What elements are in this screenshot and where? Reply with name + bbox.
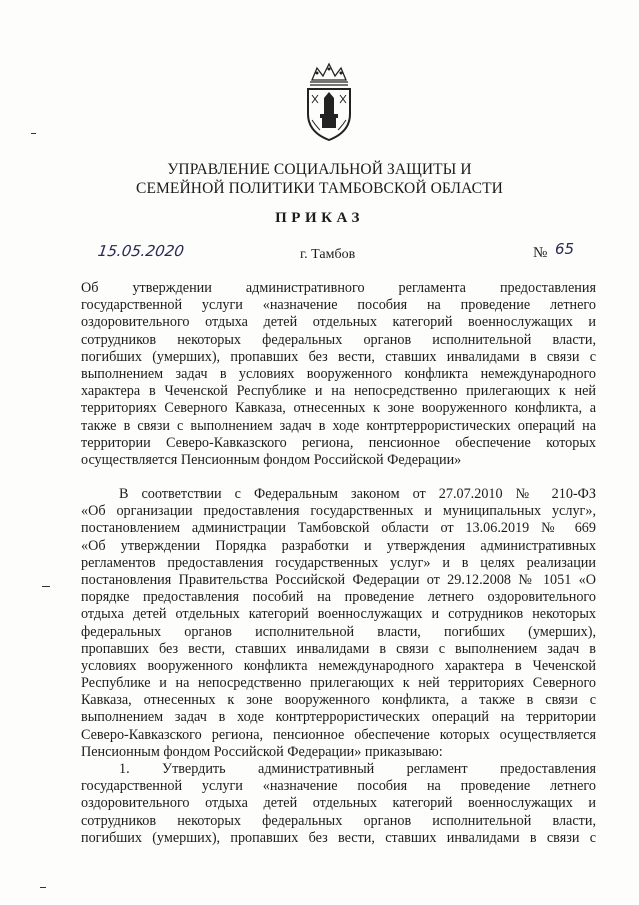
title-line: характера в Чеченской Республике и на непосредственно прилегающих к ней — [81, 383, 596, 400]
body-line: выполнением задач в ходе контртеррористических операций на территории — [81, 709, 596, 726]
organization-name — [0, 160, 639, 198]
body-line: «Об организации предоставления государственных и муниципальных услуг», — [81, 503, 596, 520]
body-line: федеральных органов исполнительной власти, погибших (умерших), — [81, 623, 596, 640]
city-label: г. Тамбов — [300, 247, 356, 262]
org-name-line-2: СЕМЕЙНОЙ ПОЛИТИКИ ТАМБОВСКОЙ ОБЛАСТИ — [136, 180, 503, 197]
body-line: Кавказа, отнесенных к зоне вооруженного конфликта, а также в связи с — [81, 692, 596, 709]
body-line: постановлением администрации Тамбовской области от 13.06.2019 № 669 — [81, 520, 596, 537]
body-line: В соответствии с Федеральным законом от 27.07.2010 № 210-ФЗ — [119, 486, 596, 502]
item-line: сотрудников некоторых федеральных органов исполнительной власти, — [81, 812, 596, 829]
title-line: также в связи с выполнением задач в ходе контртеррористических операций на — [81, 417, 596, 434]
title-line: Об утверждении административного регламента предоставления — [81, 280, 596, 296]
body-line: Пенсионным фондом Российской Федерации» приказываю: — [81, 743, 443, 760]
item-line: оздоровительного отдыха детей отдельных категорий военнослужащих и — [81, 795, 596, 812]
body-line: регламентов предоставления государственных услуг» и в целях реализации — [81, 554, 596, 571]
body-line: отдыха детей отдельных категорий военнослужащих и сотрудников некоторых — [81, 606, 596, 623]
order-item-1 — [81, 761, 596, 847]
body-line: «Об утверждении Порядка разработки и утверждения административных — [81, 537, 596, 554]
title-line: выполнением задач в условиях вооруженного конфликта немеждународного — [81, 365, 596, 382]
title-line: оздоровительного отдыха детей отдельных категорий военнослужащих и — [81, 314, 596, 331]
title-line: территории Северо-Кавказского региона, пенсионное обеспечение которых — [81, 434, 596, 451]
title-line: погибших (умерших), пропавших без вести, ставших инвалидами в связи с — [81, 348, 596, 365]
order-body-paragraph — [81, 486, 596, 761]
number-label: № — [533, 245, 548, 261]
tambov-coat-of-arms-emblem — [300, 62, 358, 142]
body-line: пропавших без вести, ставших инвалидами в связи с выполнением задач в — [81, 640, 596, 657]
item-line: погибших (умерших), пропавших без вести, ставших инвалидами в связи с — [81, 829, 596, 846]
body-line: постановления Правительства Российской Федерации от 29.12.2008 № 1051 «О — [81, 571, 596, 588]
title-line: государственной услуги «назначение пособия на проведение летнего — [81, 297, 596, 314]
item-line: государственной услуги «назначение пособия на проведение летнего — [81, 778, 596, 795]
handwritten-date: 15.05.2020 — [96, 242, 186, 260]
body-line: условиях вооруженного конфликта немеждународного характера в Чеченской — [81, 657, 596, 674]
handwritten-number: 65 — [555, 240, 575, 258]
title-line: осуществляется Пенсионным фондом Российской Федерации» — [81, 451, 462, 468]
body-line: Республике и на непосредственно прилегающих к ней территориях Северного — [81, 675, 596, 692]
body-line: порядке предоставления пособий на проведение летнего оздоровительного — [81, 589, 596, 606]
order-title-paragraph — [81, 280, 596, 469]
document-type-heading: ПРИКАЗ — [275, 210, 364, 226]
org-name-line-1: УПРАВЛЕНИЕ СОЦИАЛЬНОЙ ЗАЩИТЫ И — [167, 161, 472, 178]
item-line: 1. Утвердить административный регламент предоставления — [119, 761, 596, 777]
body-line: Северо-Кавказского региона, пенсионное обеспечение которых осуществляется — [81, 726, 596, 743]
title-line: территориях Северного Кавказа, отнесенных к зоне вооруженного конфликта, а — [81, 400, 596, 417]
title-line: сотрудников некоторых федеральных органов исполнительной власти, — [81, 331, 596, 348]
